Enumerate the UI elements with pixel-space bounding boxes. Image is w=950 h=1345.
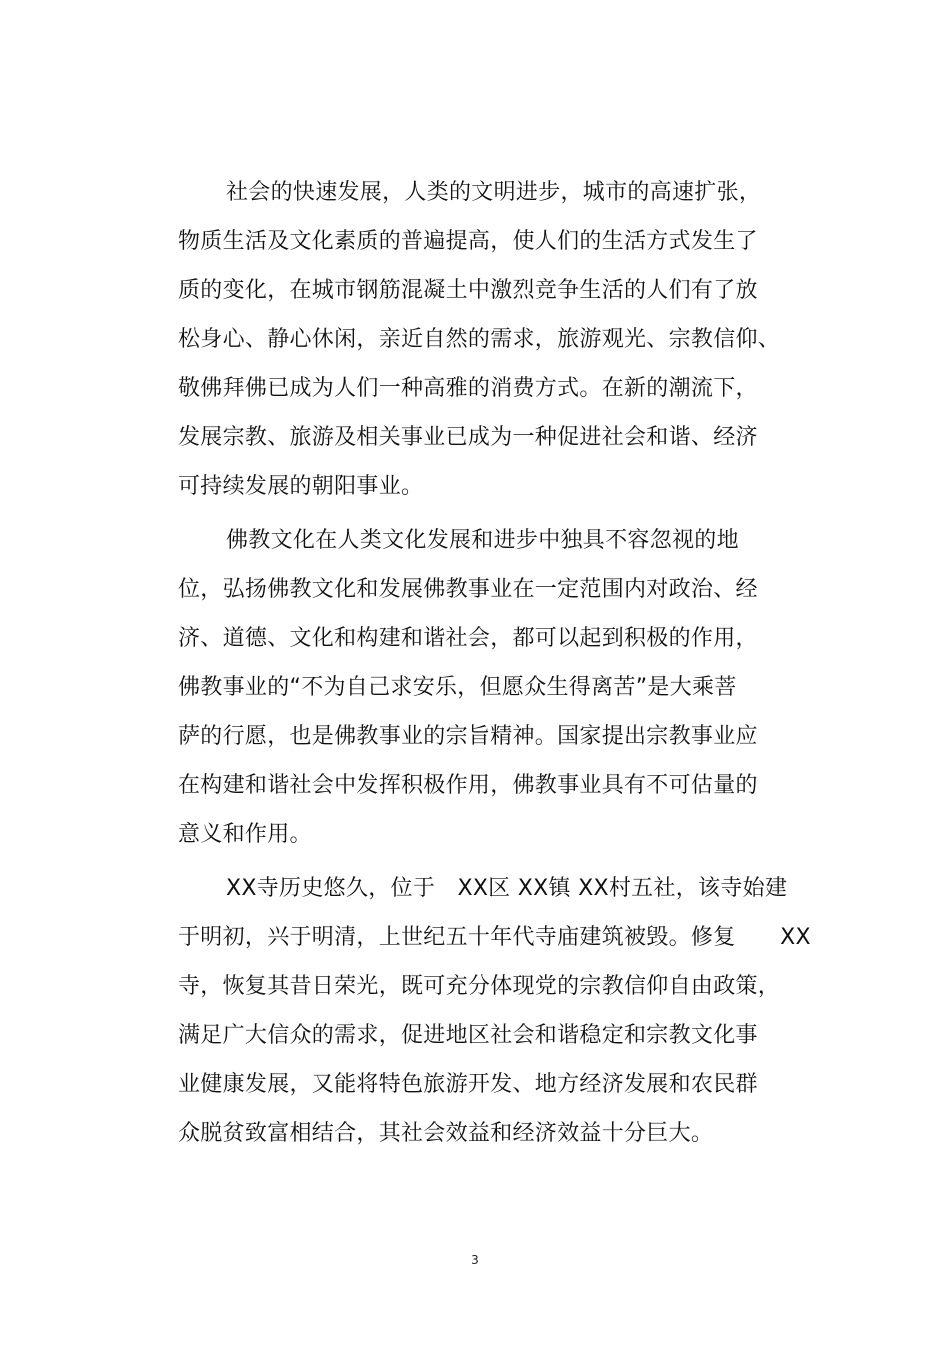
paragraph-3-line-5: 业健康发展，又能将特色旅游开发、地方经济发展和农民群 [178, 1072, 758, 1097]
paragraph-1-line-2: 物质生活及文化素质的普遍提高，使人们的生活方式发生了 [178, 229, 758, 254]
paragraph-2-line-3: 济、道德、文化和构建和谐社会，都可以起到积极的作用， [178, 626, 758, 651]
paragraph-3-line-1: XX寺历史悠久，位于 XX区 XX镇 XX村五社，该寺始建 [226, 876, 788, 901]
paragraph-2-line-2: 位，弘扬佛教文化和发展佛教事业在一定范围内对政治、经 [178, 577, 758, 602]
paragraph-2-line-7: 意义和作用。 [178, 822, 312, 847]
paragraph-1-line-4: 松身心、静心休闲，亲近自然的需求，旅游观光、宗教信仰、 [178, 327, 781, 352]
page-number: 3 [471, 1253, 479, 1267]
paragraph-1-line-5: 敬佛拜佛已成为人们一种高雅的消费方式。在新的潮流下， [178, 376, 758, 401]
paragraph-2-line-4: 佛教事业的“不为自己求安乐，但愿众生得离苦”是大乘菩 [178, 675, 737, 700]
paragraph-3-line-3: 寺，恢复其昔日荣光，既可充分体现党的宗教信仰自由政策， [178, 974, 781, 999]
paragraph-2-line-1: 佛教文化在人类文化发展和进步中独具不容忽视的地 [226, 528, 739, 553]
paragraph-1-line-3: 质的变化，在城市钢筋混凝土中激烈竞争生活的人们有了放 [178, 278, 758, 303]
paragraph-2-line-5: 萨的行愿，也是佛教事业的宗旨精神。国家提出宗教事业应 [178, 724, 758, 749]
paragraph-3-line-4: 满足广大信众的需求，促进地区社会和谐稳定和宗教文化事 [178, 1023, 758, 1048]
paragraph-2-line-6: 在构建和谐社会中发挥积极作用，佛教事业具有不可估量的 [178, 773, 758, 798]
paragraph-1-line-7: 可持续发展的朝阳事业。 [178, 474, 424, 499]
paragraph-1-line-6: 发展宗教、旅游及相关事业已成为一种促进社会和谐、经济 [178, 425, 758, 450]
paragraph-3-line-2: 于明初，兴于明清，上世纪五十年代寺庙建筑被毁。修复 XX [178, 925, 811, 950]
paragraph-3-line-6: 众脱贫致富相结合，其社会效益和经济效益十分巨大。 [178, 1121, 714, 1146]
paragraph-1-line-1: 社会的快速发展，人类的文明进步，城市的高速扩张， [226, 180, 762, 205]
